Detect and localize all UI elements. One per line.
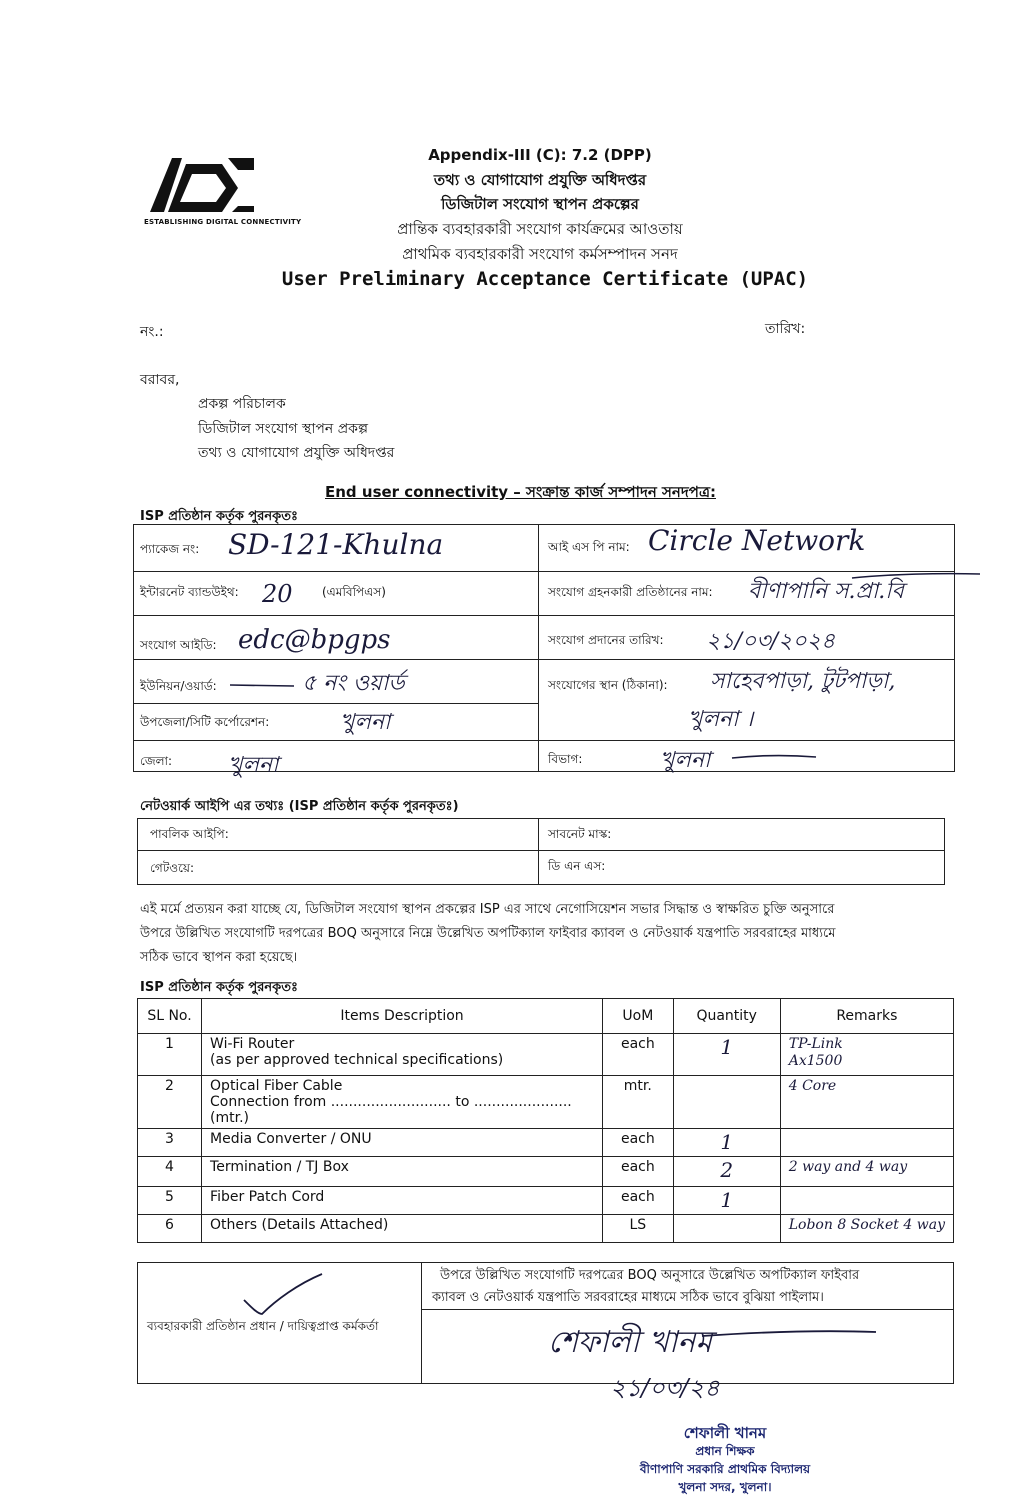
cell-remarks	[780, 1129, 953, 1157]
bandwidth-unit: (এমবিপিএস)	[322, 585, 386, 599]
cell-quantity-qty: 2	[720, 1158, 734, 1182]
cell-sl	[138, 1129, 202, 1157]
col-header-quantity: Quantity	[673, 999, 780, 1034]
signoff-divider	[421, 1262, 422, 1384]
upazila-label: উপজেলা/সিটি কর্পোরেশন:	[140, 715, 270, 729]
connection-id-value[interactable]: edc@bpgps	[238, 625, 391, 655]
cell-quantity	[673, 1187, 780, 1215]
cell-sl-sl: 6	[165, 1217, 174, 1233]
form-row-divider	[133, 571, 955, 572]
cell-sl-sl: 3	[165, 1131, 174, 1147]
address-line-1: প্রকল্প পরিচালক	[198, 396, 286, 412]
recipient-value[interactable]: বীণাপানি স.প্রা.বি	[748, 579, 904, 604]
col-header-uom: UoM	[603, 999, 674, 1034]
cell-description	[202, 1034, 603, 1076]
stamp-school: বীণাপাণি সরকারি প্রাথমিক বিদ্যালয়	[639, 1462, 811, 1476]
cell-sl	[138, 1157, 202, 1187]
network-divider	[538, 818, 539, 885]
header-certificate-bn: প্রাথমিক ব্যবহারকারী সংযোগ কর্মসম্পাদন সনদ	[402, 245, 678, 263]
table-row	[138, 1129, 954, 1157]
cell-uom	[603, 1034, 674, 1076]
cell-quantity	[673, 1215, 780, 1243]
cell-sl-sl: 5	[165, 1189, 174, 1205]
cell-sl	[138, 1187, 202, 1215]
cell-remarks-remarks: 2 way and 4 way	[788, 1159, 908, 1175]
cell-sl	[138, 1034, 202, 1076]
recipient-label: সংযোগ গ্রহনকারী প্রতিষ্ঠানের নাম:	[548, 585, 713, 599]
header-department: তথ্য ও যোগাযোগ প্রযুক্তি অধিদপ্তর	[433, 171, 647, 189]
connection-date-value[interactable]: ২১/০৩/২০২৪	[706, 629, 836, 654]
items-section-title: ISP প্রতিষ্ঠান কর্তৃক পুরনকৃতঃ	[140, 980, 298, 995]
recipient-underline-stroke	[850, 570, 985, 582]
package-value[interactable]: SD-121-Khulna	[228, 528, 444, 561]
address-line-2: ডিজিটাল সংযোগ স্থাপন প্রকল্প	[198, 421, 368, 437]
cell-remarks-remarks: Lobon 8 Socket 4 way	[788, 1217, 945, 1233]
location-value-line-1[interactable]: সাহেবপাড়া, টুটপাড়া,	[710, 669, 896, 694]
declaration-line-3: সঠিক ভাবে স্থাপন করা হয়েছে।	[140, 950, 298, 965]
division-value[interactable]: খুলনা	[660, 748, 711, 773]
table-row	[138, 1157, 954, 1187]
cell-description-desc: Wi-Fi Router	[210, 1036, 295, 1052]
union-dash-stroke	[228, 680, 298, 690]
subnet-mask-label: সাবনেট মাস্ক:	[548, 827, 612, 841]
cell-remarks	[780, 1157, 953, 1187]
cell-uom	[603, 1157, 674, 1187]
cell-sl-sl: 2	[165, 1078, 174, 1094]
cell-uom	[603, 1187, 674, 1215]
cell-description-desc2: Connection from ........................... to ...................... (mtr.)	[210, 1094, 572, 1126]
isp-name-value[interactable]: Circle Network	[648, 524, 866, 557]
section-title: End user connectivity – সংক্রান্ত কার্জ সম্পাদন সনদপত্র:	[325, 483, 716, 501]
gateway-label: গেটওয়ে:	[150, 861, 195, 875]
cell-sl-sl: 1	[165, 1036, 174, 1052]
cell-uom-uom: each	[620, 1189, 655, 1205]
cell-quantity-qty: 1	[720, 1188, 734, 1212]
upazila-value[interactable]: খুলনা	[340, 710, 391, 735]
items-table	[137, 998, 954, 1243]
declaration-line-2: উপরে উল্লিখিত সংযোগটি দরপত্রের BOQ অনুসারে নিম্নে উল্লেখিত অপটিক্যাল ফাইবার ক্যাবল ও নেটওয়ার্ক যন্ত্রপাতি সরবরাহের মাধ্যমে	[140, 926, 836, 941]
cell-uom-uom: mtr.	[623, 1078, 652, 1094]
cell-uom-uom: each	[620, 1159, 655, 1175]
cell-quantity	[673, 1157, 780, 1187]
header-program: প্রান্তিক ব্যবহারকারী সংযোগ কার্যক্রমের আওতায়	[397, 220, 683, 238]
cell-description-desc: Termination / TJ Box	[210, 1159, 349, 1175]
division-label: বিভাগ:	[548, 752, 583, 766]
logo-tagline: ESTABLISHING DIGITAL CONNECTIVITY	[144, 218, 302, 226]
cell-description-desc: Media Converter / ONU	[210, 1131, 372, 1147]
dns-label: ডি এন এস:	[548, 859, 606, 873]
cell-description-desc: Optical Fiber Cable	[210, 1078, 343, 1094]
checkmark-icon	[238, 1270, 328, 1320]
cell-remarks	[780, 1187, 953, 1215]
cell-quantity-qty: 1	[720, 1130, 734, 1154]
form-row-divider	[133, 740, 955, 741]
stamp-title: প্রধান শিক্ষক	[695, 1444, 755, 1458]
table-row	[138, 1034, 954, 1076]
address-line-3: তথ্য ও যোগাযোগ প্রযুক্তি অধিদপ্তর	[198, 445, 395, 461]
connection-id-label: সংযোগ আইডি:	[140, 638, 217, 652]
union-ward-label: ইউনিয়ন/ওয়ার্ড:	[140, 679, 217, 693]
header-project: ডিজিটাল সংযোগ স্থাপন প্রকল্পের	[441, 195, 639, 213]
cell-quantity-qty: 1	[720, 1035, 734, 1059]
date-label: তারিখ:	[765, 321, 806, 337]
appendix-ref: Appendix-III (C): 7.2 (DPP)	[428, 146, 652, 164]
isp-name-label: আই এস পি নাম:	[548, 540, 630, 554]
cell-remarks	[780, 1076, 953, 1129]
network-section-title: নেটওয়ার্ক আইপি এর তথ্যঃ (ISP প্রতিষ্ঠান কর্তৃক পুরনকৃতঃ)	[140, 799, 459, 814]
signoff-statement-1: উপরে উল্লিখিত সংযোগটি দরপত্রের BOQ অনুসারে উল্লেখিত অপটিক্যাল ফাইবার	[440, 1268, 860, 1283]
signature-date[interactable]: ২১/০৩/২৪	[610, 1374, 720, 1402]
cell-uom	[603, 1215, 674, 1243]
page-title: User Preliminary Acceptance Certificate (UPAC)	[281, 268, 809, 290]
form-row-divider	[133, 615, 955, 616]
address-to: বরাবর,	[140, 372, 180, 388]
col-header-description: Items Description	[202, 999, 603, 1034]
edc-logo-icon	[142, 150, 260, 220]
cell-uom-uom: each	[620, 1036, 655, 1052]
declaration-text	[140, 898, 950, 970]
signoff-role-label: ব্যবহারকারী প্রতিষ্ঠান প্রধান / দায়িত্বপ্রাপ্ত কর্মকর্তা	[147, 1319, 379, 1333]
signature[interactable]: শেফালী খানম	[548, 1325, 712, 1360]
stamp-name: শেফালী খানম	[683, 1424, 767, 1442]
cell-description-desc: Others (Details Attached)	[210, 1217, 389, 1233]
bandwidth-value[interactable]: 20	[262, 580, 293, 608]
cell-remarks	[780, 1034, 953, 1076]
public-ip-label: পাবলিক আইপি:	[150, 827, 229, 841]
stamp-address: খুলনা সদর, খুলনা।	[678, 1480, 772, 1494]
cell-quantity	[673, 1076, 780, 1129]
table-row	[138, 1215, 954, 1243]
district-value[interactable]: খুলনা	[228, 753, 279, 778]
table-row	[138, 1187, 954, 1215]
network-row-divider	[137, 850, 945, 851]
cell-uom	[603, 1076, 674, 1129]
isp-filled-label: ISP প্রতিষ্ঠান কর্তৃক পুরনকৃতঃ	[140, 509, 298, 524]
cell-remarks	[780, 1215, 953, 1243]
cell-sl	[138, 1076, 202, 1129]
location-label: সংযোগের স্থান (ঠিকানা):	[548, 678, 668, 692]
cell-remarks-remarks2: Ax1500	[788, 1053, 843, 1069]
union-ward-value[interactable]: ৫ নং ওয়ার্ড	[302, 671, 405, 696]
cell-description	[202, 1187, 603, 1215]
signature-stroke	[700, 1324, 880, 1344]
package-label: প্যাকেজ নং:	[140, 542, 200, 556]
cell-description-desc: Fiber Patch Cord	[210, 1189, 325, 1205]
cell-quantity	[673, 1129, 780, 1157]
declaration-line-1: এই মর্মে প্রত্যয়ন করা যাচ্ছে যে, ডিজিটাল সংযোগ স্থাপন প্রকল্পের ISP এর সাথে নেগোসিয়েশন সভার সিদ্ধান্ত ও স্বাক্ষরিত চুক্তি অনুসারে	[140, 902, 835, 917]
cell-description	[202, 1129, 603, 1157]
cell-quantity	[673, 1034, 780, 1076]
division-underline-stroke	[730, 752, 820, 764]
col-header-remarks: Remarks	[780, 999, 953, 1034]
cell-description	[202, 1157, 603, 1187]
cell-remarks-remarks: TP-Link	[788, 1036, 843, 1052]
number-label: নং.:	[140, 324, 164, 340]
bandwidth-label: ইন্টারনেট ব্যান্ডউইথ:	[140, 585, 239, 599]
district-label: জেলা:	[140, 754, 173, 768]
form-row-divider	[133, 703, 538, 704]
cell-sl	[138, 1215, 202, 1243]
cell-sl-sl: 4	[165, 1159, 174, 1175]
connection-date-label: সংযোগ প্রদানের তারিখ:	[548, 633, 664, 647]
cell-uom	[603, 1129, 674, 1157]
table-row	[138, 1076, 954, 1129]
form-divider	[538, 524, 539, 772]
signoff-row-divider	[421, 1309, 954, 1310]
col-header-sl: SL No.	[138, 999, 202, 1034]
cell-uom-uom: LS	[629, 1217, 647, 1233]
location-value-line-2[interactable]: খুলনা ।	[688, 707, 754, 732]
cell-description	[202, 1076, 603, 1129]
cell-remarks-remarks: 4 Core	[788, 1078, 837, 1094]
cell-description	[202, 1215, 603, 1243]
cell-description-desc2: (as per approved technical specifications)	[210, 1052, 504, 1068]
cell-uom-uom: each	[620, 1131, 655, 1147]
signoff-statement-2: ক্যাবল ও নেটওয়ার্ক যন্ত্রপাতি সরবরাহের মাধ্যমে সঠিক ভাবে বুঝিয়া পাইলাম।	[432, 1290, 824, 1305]
network-table	[137, 818, 945, 885]
